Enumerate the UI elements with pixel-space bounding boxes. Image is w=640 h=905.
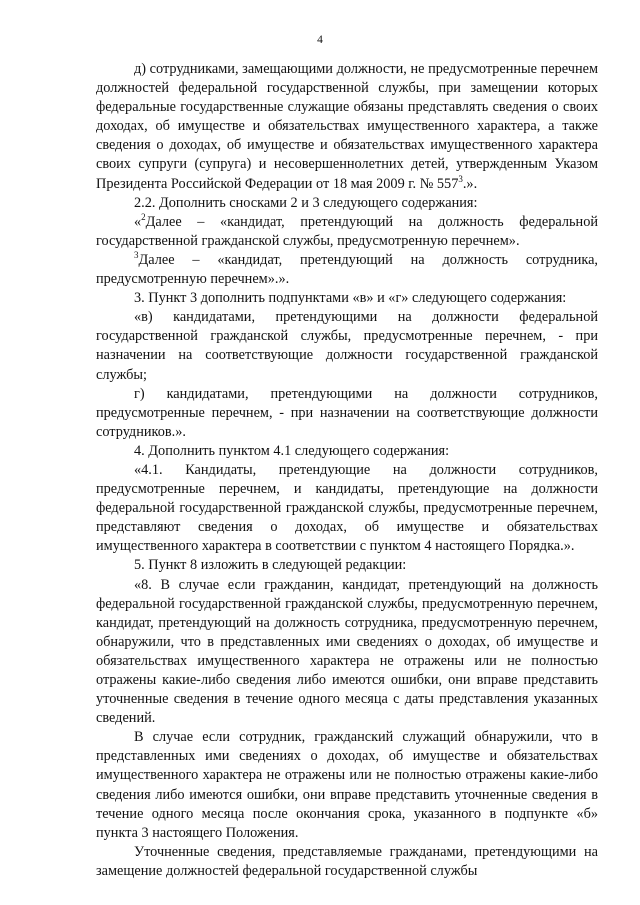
- paragraph-text: Далее – «кандидат, претендующий на должность сотрудника, предусмотренную перечнем».».: [96, 251, 598, 288]
- paragraph-item-4: 4. Дополнить пунктом 4.1 следующего содержания:: [134, 442, 450, 459]
- paragraph-item-3: 3. Пункт 3 дополнить подпунктами «в» и «г» следующего содержания:: [134, 290, 567, 307]
- document-body: [96, 60, 598, 881]
- footnote-ref: 3: [458, 173, 463, 184]
- paragraph-item-4-1: «4.1. Кандидаты, претендующие на должности сотрудников, предусмотренные перечнем, и кандидаты, претендующие на должности федеральной государственной гражданской службы, предусмотренные перечнем, представляют сведения о доходах, об имуществе и обязательствах имущественного характера в соответствии с пунктом 4 настоящего Порядка.».: [96, 461, 598, 555]
- paragraph-subitem-g: г) кандидатами, претендующими на должности сотрудников, предусмотренные перечнем, - при назначении на соответствующие должности сотрудников.».: [96, 385, 598, 440]
- paragraph-footnote-3: [96, 251, 598, 289]
- paragraph-tail: .».: [462, 175, 478, 192]
- page-number: 4: [317, 34, 323, 46]
- paragraph-subitem-d: [96, 60, 598, 194]
- paragraph-text: Далее – «кандидат, претендующий на должность федеральной государственной гражданской службы, предусмотренную перечнем».: [96, 213, 598, 249]
- footnote-marker: 2: [141, 211, 146, 222]
- paragraph-item-2-2: 2.2. Дополнить сносками 2 и 3 следующего содержания:: [134, 194, 478, 211]
- paragraph-employee-case: В случае если сотрудник, гражданский служащий обнаружили, что в представленных ими сведениях о доходах, об имуществе и обязательствах имущественного характера не отражены или не полностью отражены какие-либо сведения либо имеются ошибки, они вправе представить уточненные сведения в течение одного месяца после окончания срока, указанного в подпункте «б» пункта 3 настоящего Положения.: [96, 729, 598, 841]
- paragraph-item-8: «8. В случае если гражданин, кандидат, претендующий на должность федеральной государственной гражданской службы, предусмотренную перечнем, кандидат, претендующий на должность сотрудника, предусмотренную перечнем, обнаружили, что в представленных ими сведениях о доходах, об имуществе и обязательствах имущественного характера не отражены или не полностью отражены какие-либо сведения либо имеются ошибки, они вправе представить уточненные сведения в течение одного месяца с даты представления указанных сведений.: [96, 576, 598, 727]
- footnote-marker: 3: [134, 250, 139, 261]
- paragraph-footnote-2: [96, 213, 598, 251]
- paragraph-text: д) сотрудниками, замещающими должности, не предусмотренные перечнем должностей федеральной государственной службы, при замещении которых федеральные государственные служащие обязаны представлять сведения о своих доходах, об имуществе и обязательствах имущественного характера, а также сведения о доходах, об имуществе и обязательствах имущественного характера своих супруги (супруга) и несовершеннолетних детей, утвержденным Указом Президента Российской Федерации от 18 мая 2009 г. № 557: [96, 61, 598, 192]
- paragraph-clarified-info: Уточненные сведения, представляемые гражданами, претендующими на замещение должностей федеральной государственной службы: [96, 843, 598, 879]
- paragraph-subitem-v: «в) кандидатами, претендующими на должности федеральной государственной гражданской службы, предусмотренные перечнем, - при назначении на соответствующие должности государственной гражданской службы;: [96, 309, 598, 383]
- quote-mark: «: [134, 213, 142, 230]
- paragraph-item-5: 5. Пункт 8 изложить в следующей редакции:: [134, 557, 407, 574]
